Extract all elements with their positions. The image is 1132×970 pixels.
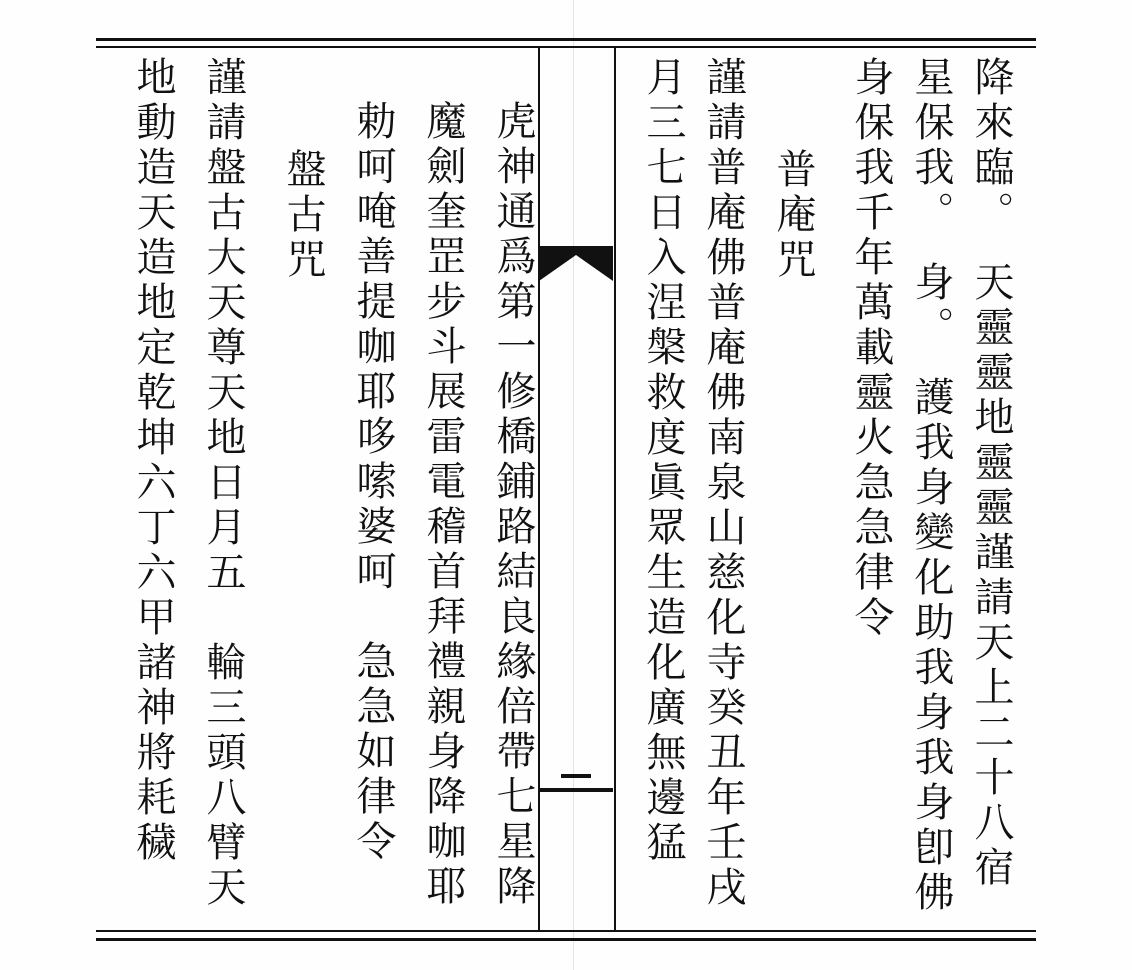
lower-center-mark-icon	[539, 766, 613, 796]
center-column-right-rule	[614, 46, 616, 930]
text-column-12: 地動造天造地定乾坤六丁六甲諸神將耗穢	[130, 56, 176, 866]
fishtail-icon	[539, 246, 613, 288]
text-column-11: 謹請盤古大天尊天地日月五 輪三頭八臂天	[200, 56, 246, 911]
text-column-5: 謹請普庵佛普庵佛南泉山慈化寺癸丑年壬戌	[700, 56, 746, 911]
text-column-3: 身保我千年萬載靈火急急律令	[848, 56, 894, 641]
text-column-1: 降來臨。 天靈靈地靈靈謹請天上二十八宿	[968, 56, 1014, 891]
banxin-center-column	[538, 46, 616, 930]
heading-puan-mantra: 普庵咒	[770, 148, 816, 283]
frame-top-outer-rule	[96, 38, 1036, 41]
text-column-9: 勅呵唵善提咖耶哆嗦婆呵 急急如律令	[350, 100, 396, 865]
heading-pangu-mantra: 盤古咒	[280, 148, 326, 283]
text-column-2: 星保我。 身。 護我身變化助我身我身卽佛	[908, 56, 954, 916]
text-column-7: 虎神通爲第一修橋鋪路結良緣倍帶七星降	[490, 100, 536, 910]
frame-bottom-outer-rule	[96, 938, 1036, 941]
text-column-6: 月三七日入涅槃救度眞眾生造化廣無邊猛	[640, 56, 686, 866]
frame-bottom-inner-rule	[96, 930, 1036, 932]
text-column-8: 魔劍奎罡步斗展雷電稽首拜禮親身降咖耶	[420, 100, 466, 910]
